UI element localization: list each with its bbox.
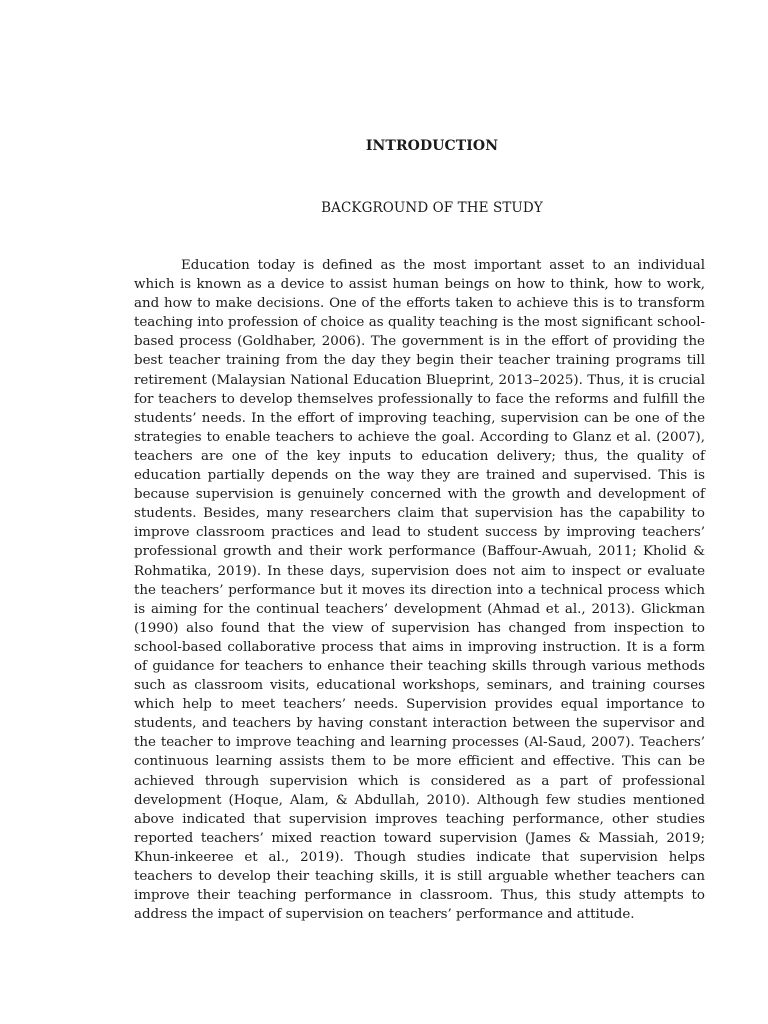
- section-title: BACKGROUND OF THE STUDY: [321, 200, 543, 216]
- body-paragraph: Education today is defined as the most important asset to an individual which is known as a device to assist human beings on how to think, how to work, and how to make decisions. One of the efforts taken to achieve this is to transform teaching into profession of choice as quality teaching is the most significant school-based process (Goldhaber, 2006). The government is in the effort of providing the best teacher training from the day they begin their teacher training programs till retirement (Malaysian National Education Blueprint, 2013–2025). Thus, it is crucial for teachers to develop themselves professionally to face the reforms and fulfill the students’ needs. In the effort of improving teaching, supervision can be one of the strategies to enable teachers to achieve the goal. According to Glanz et al. (2007), teachers are one of the key inputs to education delivery; thus, the quality of education partially depends on the way they are trained and supervised. This is because supervision is genuinely concerned with the growth and development of students. Besides, many researchers claim that supervision has the capability to improve classroom practices and lead to student success by improving teachers’ professional growth and their work performance (Baffour-Awuah, 2011; Kholid & Rohmatika, 2019). In these days, supervision does not aim to inspect or evaluate the teachers’ performance but it moves its direction into a technical process which is aiming for the continual teachers’ development (Ahmad et al., 2013). Glickman (1990) also found that the view of supervision has changed from inspection to school-based collaborative process that aims in improving instruction. It is a form of guidance for teachers to enhance their teaching skills through various methods such as classroom visits, educational workshops, seminars, and training courses which help to meet teachers’ needs. Supervision provides equal importance to students, and teachers by having constant interaction between the supervisor and the teacher to improve teaching and learning processes (Al-Saud, 2007). Teachers’ continuous learning assists them to be more efficient and effective. This can be achieved through supervision which is considered as a part of professional development (Hoque, Alam, & Abdullah, 2010). Although few studies mentioned above indicated that supervision improves teaching performance, other studies reported teachers’ mixed reaction toward supervision (James & Massiah, 2019; Khun-inkeeree et al., 2019). Though studies indicate that supervision helps teachers to develop their teaching skills, it is still arguable whether teachers can improve their teaching performance in classroom. Thus, this study attempts to address the impact of supervision on teachers’ performance and attitude.: [134, 258, 705, 923]
- chapter-title: INTRODUCTION: [365, 138, 499, 154]
